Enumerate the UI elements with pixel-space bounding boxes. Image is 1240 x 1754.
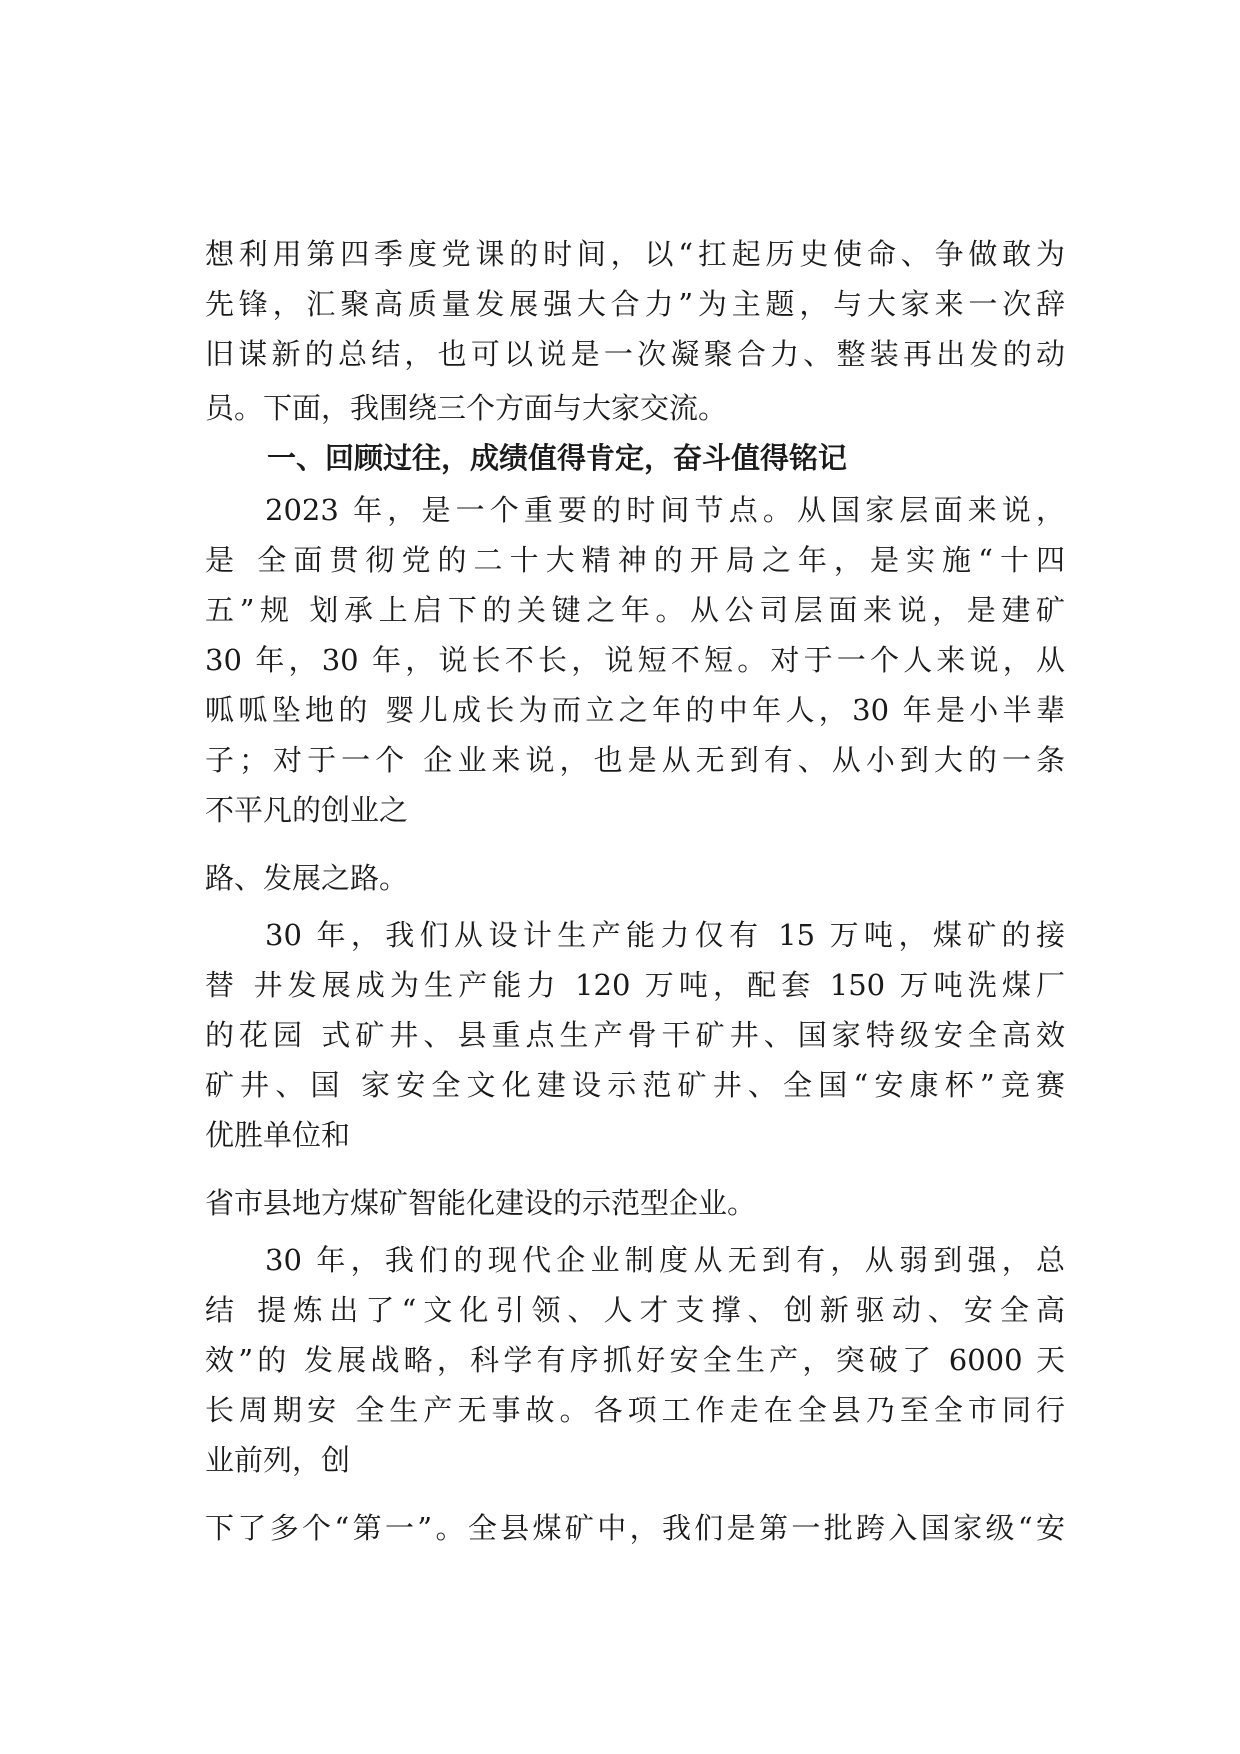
paragraph-line: 旧谋新的总结，也可以说是一次凝聚合力、整装再出发的动 — [205, 337, 1065, 371]
paragraph-line: 员。下面，我围绕三个方面与大家交流。 — [205, 391, 728, 425]
paragraph-line: 下了多个“第一”。全县煤矿中，我们是第一批跨入国家级“安 — [205, 1511, 1065, 1545]
paragraph-line: 30 年，我们从设计生产能力仅有 15 万吨，煤矿的接 — [265, 918, 1065, 952]
paragraph-line: 省市县地方煤矿智能化建设的示范型企业。 — [205, 1186, 757, 1220]
paragraph-line: 30 年，我们的现代企业制度从无到有，从弱到强，总 — [265, 1243, 1065, 1277]
paragraph-line: 五”规 划承上启下的关键之年。从公司层面来说，是建矿 — [205, 593, 1065, 627]
paragraph-line: 矿井、国 家安全文化建设示范矿井、全国“安康杯”竞赛 — [205, 1068, 1065, 1102]
paragraph-line: 呱呱坠地的 婴儿成长为而立之年的中年人，30 年是小半辈 — [205, 693, 1065, 727]
paragraph-line: 子；对于一个 企业来说，也是从无到有、从小到大的一条 — [205, 743, 1065, 777]
paragraph-line: 结 提炼出了“文化引领、人才支撑、创新驱动、安全高 — [205, 1293, 1065, 1327]
paragraph-line: 业前列，创 — [205, 1443, 351, 1477]
paragraph-line: 效”的 发展战略，科学有序抓好安全生产，突破了 6000 天 — [205, 1343, 1065, 1377]
section-heading: 一、回顾过往，成绩值得肯定，奋斗值得铭记 — [267, 441, 848, 475]
paragraph-line: 替 井发展成为生产能力 120 万吨，配套 150 万吨洗煤厂 — [205, 968, 1065, 1002]
paragraph-line: 优胜单位和 — [205, 1118, 351, 1152]
paragraph-line: 先锋，汇聚高质量发展强大合力”为主题，与大家来一次辞 — [205, 287, 1065, 321]
paragraph-line: 长周期安 全生产无事故。各项工作走在全县乃至全市同行 — [205, 1393, 1065, 1427]
paragraph-line: 30 年，30 年，说长不长，说短不短。对于一个人来说，从 — [205, 643, 1065, 677]
paragraph-line: 不平凡的创业之 — [205, 793, 409, 827]
paragraph-line: 的花园 式矿井、县重点生产骨干矿井、国家特级安全高效 — [205, 1018, 1065, 1052]
paragraph-line: 是 全面贯彻党的二十大精神的开局之年，是实施“十四 — [205, 543, 1065, 577]
paragraph-line: 路、发展之路。 — [205, 861, 409, 895]
paragraph-line: 想利用第四季度党课的时间，以“扛起历史使命、争做敢为 — [205, 237, 1065, 271]
paragraph-line: 2023 年，是一个重要的时间节点。从国家层面来说， — [265, 493, 1065, 527]
